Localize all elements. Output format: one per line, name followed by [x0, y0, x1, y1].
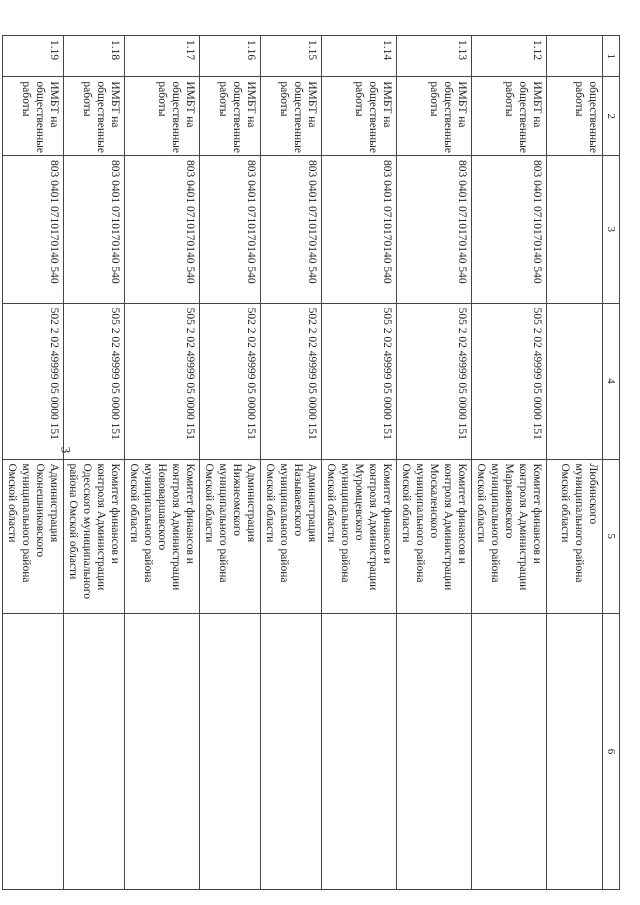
table-row [261, 36, 322, 890]
row-number: 1.19 [3, 36, 64, 77]
budget-transfers-table [2, 35, 620, 890]
recipient-name: Комитет финансов и контроля Администрации Муромцевского муниципального района Омской области [322, 459, 397, 614]
table-row [322, 36, 397, 890]
column-6-cell [64, 614, 125, 890]
item-name: ИМБТ на общественные работы [200, 77, 261, 156]
table-row [200, 36, 261, 890]
rotated-table-container [6, 35, 620, 890]
recipient-name: Администрация Оконешниковского муниципального района Омской области [3, 459, 64, 614]
column-6-cell [547, 614, 603, 890]
revenue-code: 505 2 02 49999 05 0000 151 [472, 303, 547, 459]
column-header: 1 [603, 36, 620, 77]
item-name: ИМБТ на общественные работы [261, 77, 322, 156]
item-name: общественные работы [547, 77, 603, 156]
expenditure-code: 803 0401 0710170140 540 [200, 156, 261, 304]
column-6-cell [200, 614, 261, 890]
revenue-code: 505 2 02 49999 05 0000 151 [322, 303, 397, 459]
column-6-cell [472, 614, 547, 890]
item-name: ИМБТ на общественные работы [397, 77, 472, 156]
recipient-name: Администрация Называевского муниципального района Омской области [261, 459, 322, 614]
expenditure-code: 803 0401 0710170140 540 [322, 156, 397, 304]
table-row [472, 36, 547, 890]
revenue-code [547, 303, 603, 459]
row-number: 1.17 [125, 36, 200, 77]
column-6-cell [261, 614, 322, 890]
expenditure-code: 803 0401 0710170140 540 [261, 156, 322, 304]
header-row [603, 36, 620, 890]
column-header: 5 [603, 459, 620, 614]
row-number [547, 36, 603, 77]
table-row [64, 36, 125, 890]
column-header: 2 [603, 77, 620, 156]
revenue-code: 502 2 02 49999 05 0000 151 [200, 303, 261, 459]
revenue-code: 505 2 02 49999 05 0000 151 [64, 303, 125, 459]
revenue-code: 505 2 02 49999 05 0000 151 [125, 303, 200, 459]
table-row [3, 36, 64, 890]
column-header: 6 [603, 614, 620, 890]
revenue-code: 505 2 02 49999 05 0000 151 [397, 303, 472, 459]
column-6-cell [125, 614, 200, 890]
row-number: 1.15 [261, 36, 322, 77]
row-number: 1.14 [322, 36, 397, 77]
item-name: ИМБТ на общественные работы [64, 77, 125, 156]
column-6-cell [3, 614, 64, 890]
item-name: ИМБТ на общественные работы [322, 77, 397, 156]
expenditure-code: 803 0401 0710170140 540 [125, 156, 200, 304]
recipient-name: Комитет финансов и контроля Администрации Москаленского муниципального района Омской области [397, 459, 472, 614]
recipient-name: Комитет финансов и контроля Администрации Нововаршавского муниципального района Омской области [125, 459, 200, 614]
recipient-name: Администрация Нижнеомского муниципального района Омской области [200, 459, 261, 614]
item-name: ИМБТ на общественные работы [3, 77, 64, 156]
table-row [547, 36, 603, 890]
column-6-cell [322, 614, 397, 890]
item-name: ИМБТ на общественные работы [472, 77, 547, 156]
expenditure-code: 803 0401 0710170140 540 [472, 156, 547, 304]
expenditure-code: 803 0401 0710170140 540 [64, 156, 125, 304]
column-header: 3 [603, 156, 620, 304]
expenditure-code [547, 156, 603, 304]
table-row [125, 36, 200, 890]
row-number: 1.16 [200, 36, 261, 77]
revenue-code: 502 2 02 49999 05 0000 151 [261, 303, 322, 459]
row-number: 1.13 [397, 36, 472, 77]
recipient-name: Комитет финансов и контроля Администрации Одесского муниципального района Омской области [64, 459, 125, 614]
page-number: 3 [58, 446, 74, 454]
item-name: ИМБТ на общественные работы [125, 77, 200, 156]
recipient-name: Любинского муниципального района Омской области [547, 459, 603, 614]
table-row [397, 36, 472, 890]
recipient-name: Комитет финансов и контроля Администрации Марьяновского муниципального района Омской области [472, 459, 547, 614]
column-6-cell [397, 614, 472, 890]
revenue-code: 502 2 02 49999 05 0000 151 [3, 303, 64, 459]
row-number: 1.12 [472, 36, 547, 77]
expenditure-code: 803 0401 0710170140 540 [3, 156, 64, 304]
row-number: 1.18 [64, 36, 125, 77]
expenditure-code: 803 0401 0710170140 540 [397, 156, 472, 304]
column-header: 4 [603, 303, 620, 459]
